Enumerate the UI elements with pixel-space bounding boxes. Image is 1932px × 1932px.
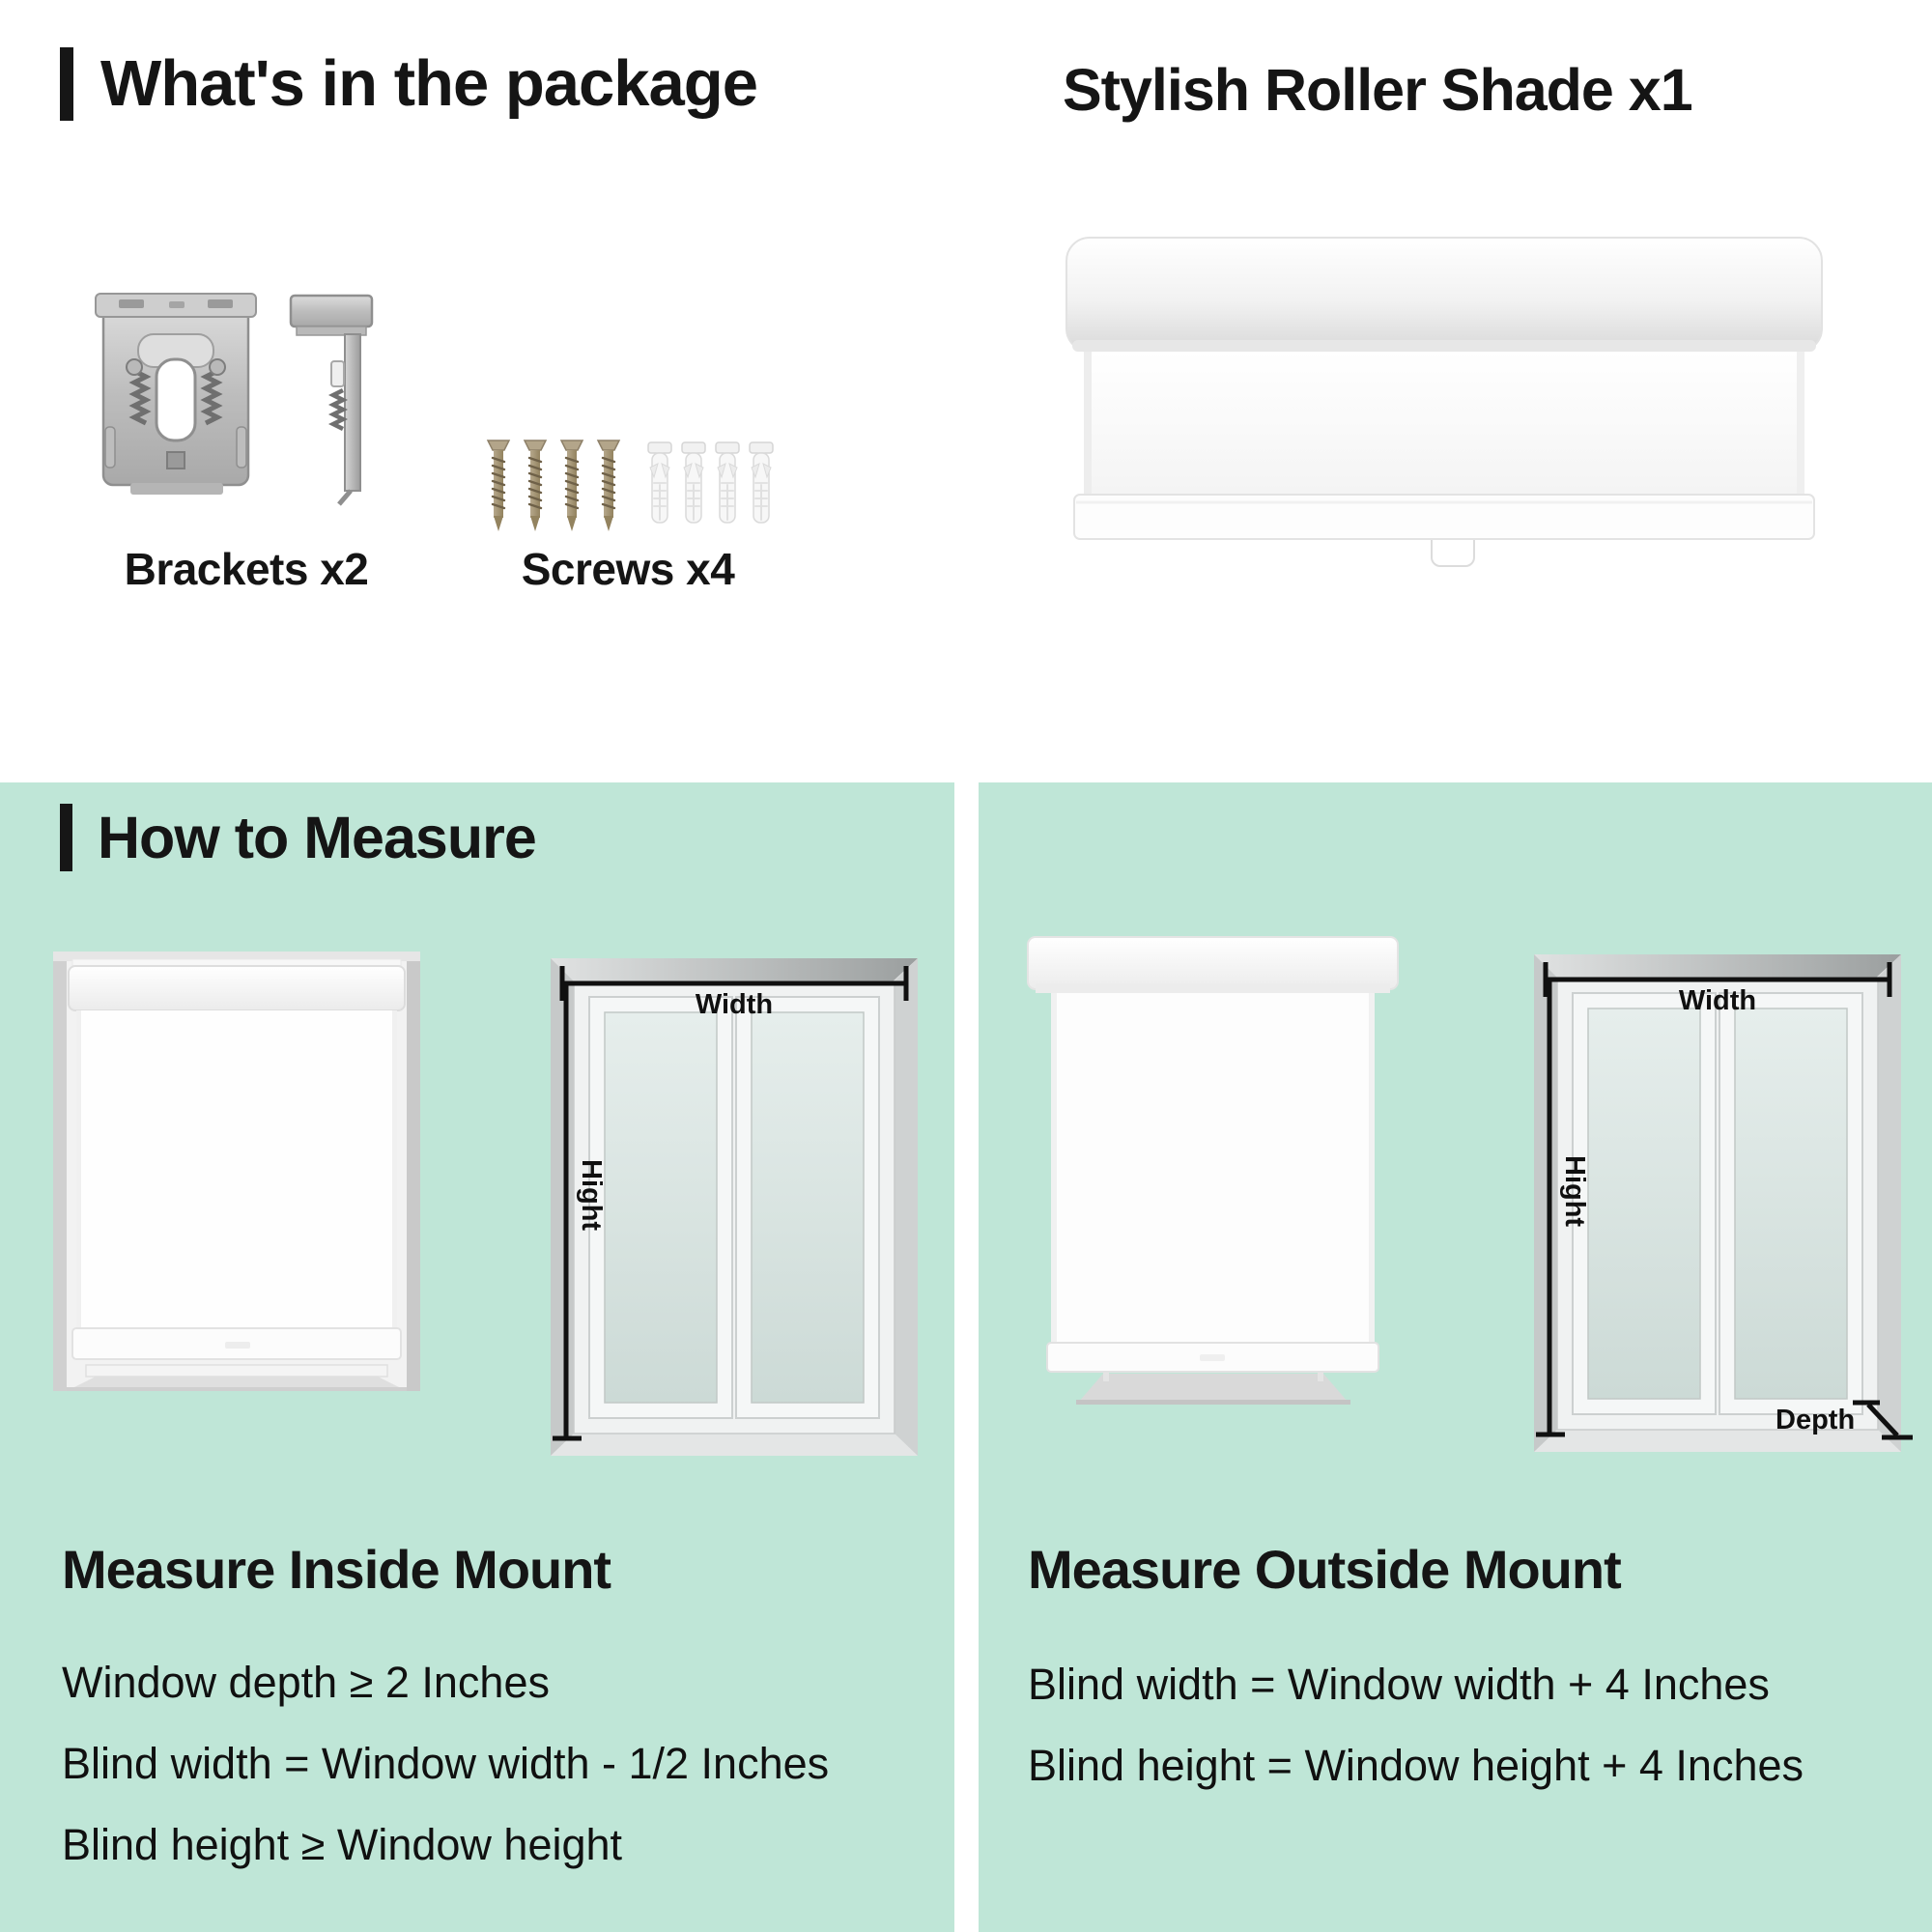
outside-mount-line: Blind width = Window width + 4 Inches [1028, 1660, 1770, 1709]
product-title: Stylish Roller Shade x1 [1063, 57, 1692, 123]
inside-mount-heading: Measure Inside Mount [62, 1539, 611, 1600]
width-dimension-label: Width [695, 989, 774, 1020]
measure-title-text: How to Measure [98, 805, 536, 870]
screws-image [485, 435, 775, 536]
brackets-label: Brackets x2 [124, 544, 369, 594]
inside-mount-shade-image [53, 952, 420, 1391]
inside-mount-instructions [62, 1642, 951, 1886]
outside-mount-instructions [1028, 1644, 1917, 1806]
screws-and-anchors-icon [485, 435, 775, 536]
inside-mount-line: Blind height ≥ Window height [62, 1820, 623, 1869]
width-dimension-label: Width [1678, 985, 1757, 1016]
package-title-text: What's in the package [100, 47, 757, 120]
title-bar-accent [60, 804, 72, 871]
height-dimension-label: Hight [576, 1159, 607, 1232]
package-section-title [60, 46, 757, 121]
outside-mount-shade-icon [1022, 927, 1404, 1406]
outside-mount-line: Blind height = Window height + 4 Inches [1028, 1741, 1804, 1790]
inside-mount-window-image [551, 958, 918, 1456]
roller-shade-image [1063, 232, 1826, 570]
height-dimension-label: Hight [1559, 1155, 1590, 1228]
brackets-image [92, 282, 382, 509]
outside-mount-window-image [1534, 954, 1901, 1452]
inside-mount-line: Window depth ≥ 2 Inches [62, 1658, 550, 1707]
screws-label: Screws x4 [521, 544, 735, 594]
depth-dimension-label: Depth [1776, 1405, 1856, 1435]
outside-mount-shade-image [1022, 927, 1404, 1406]
measure-section-title [60, 804, 536, 871]
brackets-icon [92, 282, 382, 509]
title-bar-accent [60, 47, 73, 121]
inside-mount-shade-icon [53, 952, 420, 1391]
outside-mount-heading: Measure Outside Mount [1028, 1539, 1621, 1600]
roller-shade-icon [1063, 232, 1826, 570]
inside-mount-line: Blind width = Window width - 1/2 Inches [62, 1739, 830, 1788]
